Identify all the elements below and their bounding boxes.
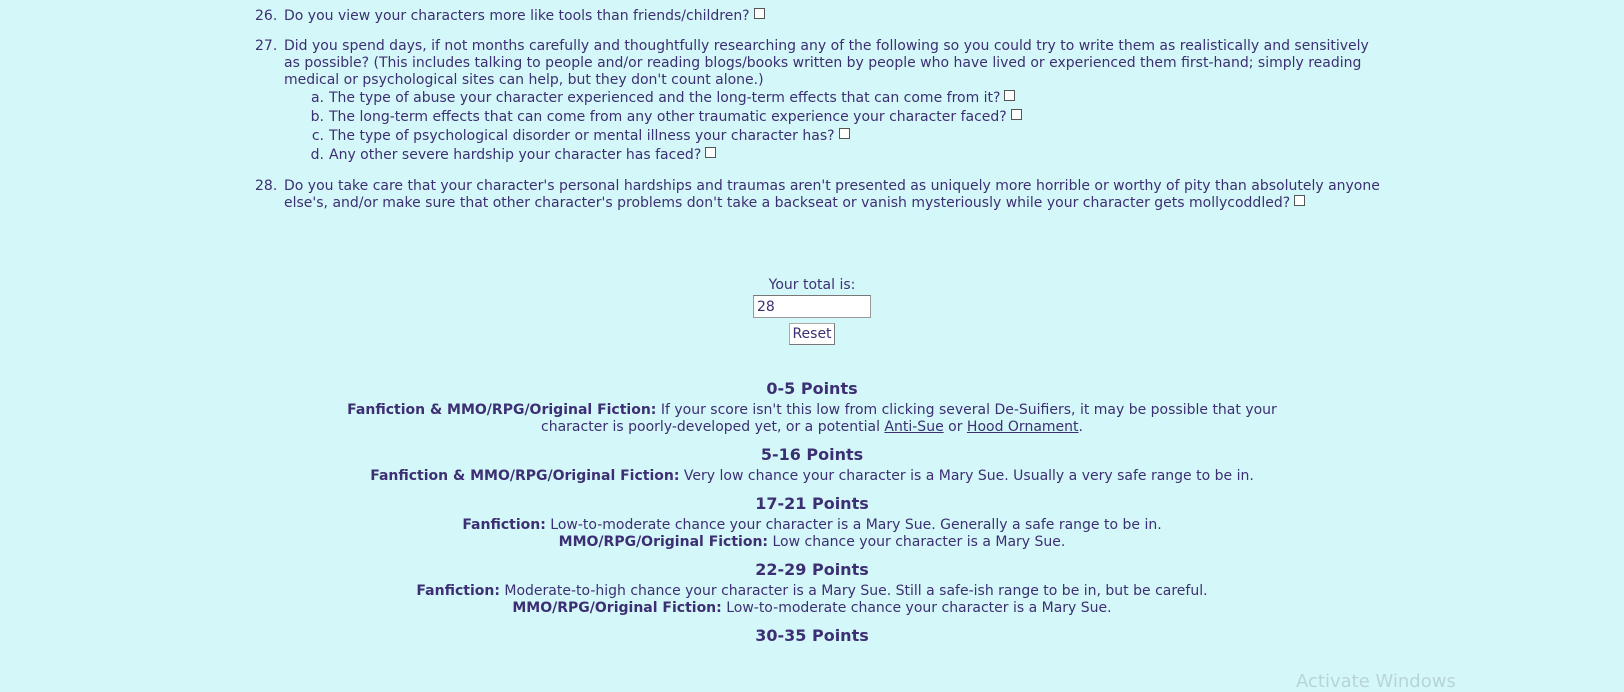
question-27b-checkbox[interactable]: [1011, 109, 1022, 120]
question-27d-checkbox[interactable]: [705, 147, 716, 158]
question-26: [255, 8, 1385, 25]
total-section: [0, 277, 1624, 345]
question-number: 28.: [255, 178, 278, 194]
range-description: [342, 583, 1282, 617]
question-text: Do you view your characters more like tools than friends/children?: [284, 8, 750, 24]
description-text: Low chance your character is a Mary Sue.: [768, 534, 1066, 550]
sub-text: The type of psychological disorder or mental illness your character has?: [329, 128, 835, 144]
question-26-checkbox[interactable]: [754, 8, 765, 19]
sub-letter: a.: [310, 90, 324, 106]
category-label: MMO/RPG/Original Fiction:: [512, 600, 722, 616]
description-text: or: [943, 419, 967, 435]
question-number: 26.: [255, 8, 278, 24]
question-list: [255, 8, 1385, 225]
question-27: [255, 38, 1385, 165]
range-5-16: [0, 445, 1624, 485]
sub-letter: b.: [310, 109, 324, 125]
range-17-21: [0, 494, 1624, 551]
range-heading: 0-5 Points: [766, 379, 858, 398]
hood-ornament-link[interactable]: Hood Ornament: [966, 419, 1079, 435]
results-key: [0, 379, 1624, 655]
total-label: Your total is:: [768, 277, 856, 293]
question-number: 27.: [255, 38, 278, 54]
question-27a: [284, 89, 1385, 108]
description-text: .: [1078, 419, 1083, 435]
question-27b: [284, 108, 1385, 127]
range-description: [342, 517, 1282, 551]
range-30-35: [0, 626, 1624, 646]
question-27d: [284, 146, 1385, 165]
reset-button[interactable]: Reset: [789, 323, 834, 345]
category-label: Fanfiction & MMO/RPG/Original Fiction:: [347, 402, 657, 418]
question-text: Do you take care that your character's personal hardships and traumas aren't presented as uniquely more horrible or worthy of pity than absolutely anyone else's, and/or make sure that other character's problems don't take a backseat or vanish mysteriously while your character gets mollycoddled?: [284, 178, 1380, 211]
range-heading: 22-29 Points: [755, 560, 869, 579]
range-22-29: [0, 560, 1624, 617]
range-heading: 30-35 Points: [755, 626, 869, 645]
description-text: If your score isn't this low from clicking several De-Suifiers, it may be possible that your character is poorly-developed yet, or a potential: [541, 402, 1277, 435]
description-text: Moderate-to-high chance your character is a Mary Sue. Still a safe-ish range to be in, but be careful.: [499, 583, 1208, 599]
sub-text: The long-term effects that can come from any other traumatic experience your character faced?: [329, 109, 1007, 125]
category-label: MMO/RPG/Original Fiction:: [558, 534, 769, 550]
sub-letter: d.: [310, 147, 324, 163]
anti-sue-link[interactable]: Anti-Sue: [884, 419, 944, 435]
category-label: Fanfiction & MMO/RPG/Original Fiction:: [370, 468, 680, 484]
description-text: Very low chance your character is a Mary Sue. Usually a very safe range to be in.: [679, 468, 1254, 484]
description-text: Low-to-moderate chance your character is a Mary Sue. Generally a safe range to be in.: [545, 517, 1162, 533]
range-0-5: [0, 379, 1624, 436]
range-description: [342, 402, 1282, 436]
sub-letter: c.: [311, 128, 324, 144]
sub-text: Any other severe hardship your character has faced?: [329, 147, 702, 163]
category-label: Fanfiction:: [462, 517, 546, 533]
category-label: Fanfiction:: [416, 583, 500, 599]
question-27a-checkbox[interactable]: [1004, 90, 1015, 101]
sub-text: The type of abuse your character experienced and the long-term effects that can come from it?: [329, 90, 1001, 106]
question-28: [255, 178, 1385, 212]
question-27c-checkbox[interactable]: [839, 128, 850, 139]
question-27c: [284, 127, 1385, 146]
range-description: [342, 468, 1282, 485]
range-heading: 5-16 Points: [760, 445, 864, 464]
description-text: Low-to-moderate chance your character is a Mary Sue.: [721, 600, 1112, 616]
total-field[interactable]: [753, 295, 871, 318]
question-28-checkbox[interactable]: [1294, 195, 1305, 206]
question-text: Did you spend days, if not months carefully and thoughtfully researching any of the following so you could try to write them as realistically and sensitively as possible? (This includes talking to people and/or reading blogs/books written by people who have lived or experienced them first-hand; simply reading medical or psychological sites can help, but they don't count alone.): [284, 38, 1369, 88]
activate-windows-watermark: Activate Windows: [1296, 671, 1456, 692]
range-heading: 17-21 Points: [755, 494, 869, 513]
